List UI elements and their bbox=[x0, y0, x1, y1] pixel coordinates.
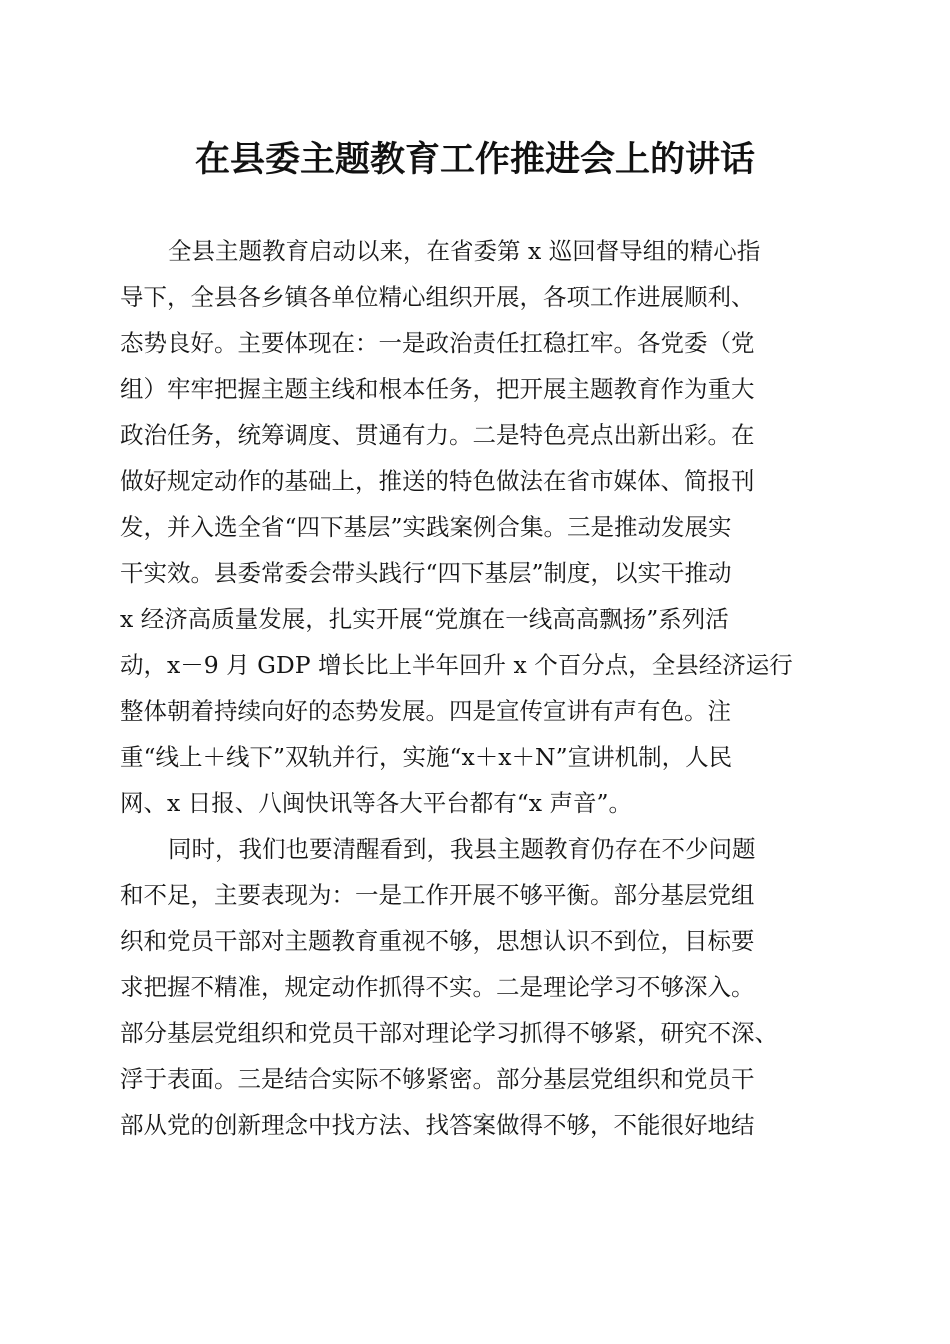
text-line: 浮于表面。三是结合实际不够紧密。部分基层党组织和党员干 bbox=[120, 1065, 755, 1093]
text-line: 组）牢牢把握主题主线和根本任务，把开展主题教育作为重大 bbox=[120, 375, 755, 403]
text-line: 网、x 日报、八闽快讯等各大平台都有“x 声音”。 bbox=[120, 789, 632, 817]
text-line: 整体朝着持续向好的态势发展。四是宣传宣讲有声有色。注 bbox=[120, 697, 731, 725]
text-line: 求把握不精准，规定动作抓得不实。二是理论学习不够深入。 bbox=[120, 973, 755, 1001]
text-line: 政治任务，统筹调度、贯通有力。二是特色亮点出新出彩。在 bbox=[120, 421, 755, 449]
paragraph-2 bbox=[120, 826, 842, 1148]
text-line: x 经济高质量发展，扎实开展“党旗在一线高高飘扬”系列活 bbox=[120, 605, 729, 633]
document-body bbox=[120, 228, 842, 1148]
text-line: 织和党员干部对主题教育重视不够，思想认识不到位，目标要 bbox=[120, 927, 755, 955]
text-line: 导下，全县各乡镇各单位精心组织开展，各项工作进展顺利、 bbox=[120, 283, 755, 311]
text-line: 态势良好。主要体现在：一是政治责任扛稳扛牢。各党委（党 bbox=[120, 329, 755, 357]
text-line: 干实效。县委常委会带头践行“四下基层”制度，以实干推动 bbox=[120, 559, 732, 587]
text-line: 全县主题教育启动以来，在省委第 x 巡回督导组的精心指 bbox=[168, 237, 761, 265]
text-line: 做好规定动作的基础上，推送的特色做法在省市媒体、简报刊 bbox=[120, 467, 755, 495]
text-line: 重“线上＋线下”双轨并行，实施“x＋x＋N”宣讲机制，人民 bbox=[120, 743, 733, 771]
text-line: 动，x－9 月 GDP 增长比上半年回升 x 个百分点，全县经济运行 bbox=[120, 651, 793, 679]
text-line: 和不足，主要表现为：一是工作开展不够平衡。部分基层党组 bbox=[120, 881, 755, 909]
text-line: 部从党的创新理念中找方法、找答案做得不够，不能很好地结 bbox=[120, 1111, 755, 1139]
paragraph-1 bbox=[120, 228, 842, 826]
text-line: 发，并入选全省“四下基层”实践案例合集。三是推动发展实 bbox=[120, 513, 732, 541]
text-line: 同时，我们也要清醒看到，我县主题教育仍存在不少问题 bbox=[168, 835, 756, 863]
document-title: 在县委主题教育工作推进会上的讲话 bbox=[194, 139, 755, 180]
text-line: 部分基层党组织和党员干部对理论学习抓得不够紧，研究不深、 bbox=[120, 1019, 778, 1047]
